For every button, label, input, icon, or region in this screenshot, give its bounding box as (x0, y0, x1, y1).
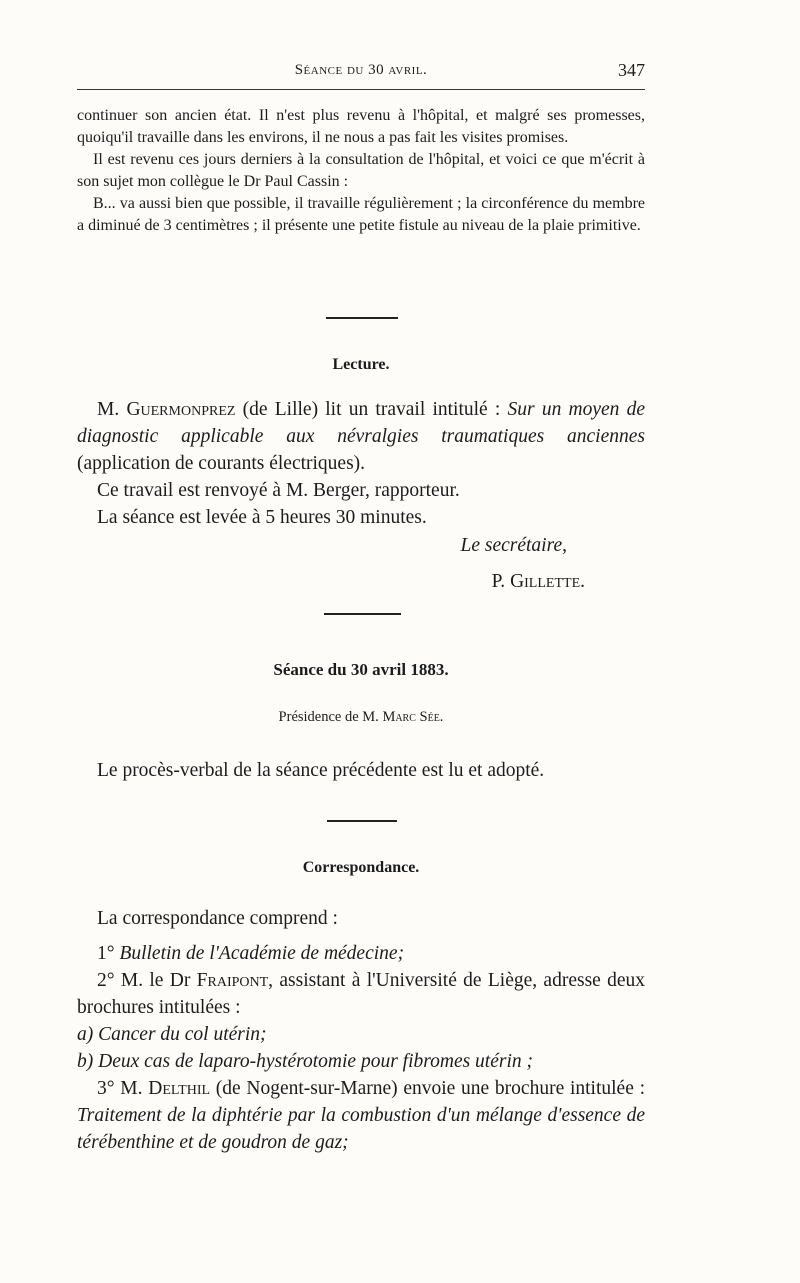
intro-block (77, 105, 645, 237)
lecture-m: M. (97, 399, 120, 420)
item-3-prefix: M. (120, 1078, 143, 1099)
correspondance-intro: La correspondance comprend : (97, 908, 338, 929)
page-number: 347 (618, 60, 645, 80)
correspondance-item-2a (77, 1021, 645, 1048)
item-2a-letter: a) (77, 1024, 94, 1045)
seance-heading: Séance du 30 avril 1883. (273, 660, 449, 679)
item-3-title: Traitement de la diphtérie par la combustion d'un mélange d'essence de térébenthine et de goudron de gaz; (77, 1105, 645, 1153)
lecture-paragraph-2: Ce travail est renvoyé à M. Berger, rapporteur. (97, 480, 460, 501)
item-1-number: 1° (97, 943, 115, 964)
correspondance-item-2b (77, 1048, 645, 1075)
item-2b-title: Deux cas de laparo-hystérotomie pour fibromes utérin ; (98, 1051, 534, 1072)
item-3-rest: (de Nogent-sur-Marne) envoie une brochure intitulée : (215, 1078, 646, 1099)
item-1-title: Bulletin de l'Académie de médecine; (119, 943, 405, 964)
lecture-author-location: (de Lille) lit un travail intitulé : (242, 399, 501, 420)
correspondance-heading: Correspondance. (302, 859, 420, 876)
item-2-name: Fraipont, (196, 970, 274, 991)
lecture-paragraph-1 (77, 396, 645, 477)
signature (77, 568, 585, 595)
presidence-name: Marc Sée. (382, 709, 444, 725)
item-2-rest: assistant à l'Université de Liège, adresse deux brochures intitulées : (77, 970, 646, 1018)
proces-verbal: Le procès-verbal de la séance précédente est lu et adopté. (97, 760, 545, 781)
section-divider (326, 317, 398, 319)
lecture-heading: Lecture. (332, 356, 390, 373)
item-2-prefix: M. le Dr (120, 970, 191, 991)
signature-role: Le secrétaire, (460, 535, 567, 556)
correspondance-item-2 (77, 967, 645, 1021)
section-divider (327, 820, 397, 822)
lecture-author: Guermonprez (126, 399, 236, 420)
correspondance-item-1 (77, 940, 645, 967)
proces-verbal-block (77, 757, 645, 784)
item-3-number: 3° (97, 1078, 115, 1099)
presidence-prefix: Présidence de M. (278, 709, 379, 725)
item-3-name: Delthil (148, 1078, 211, 1099)
lecture-block (77, 396, 645, 531)
presidence-line (77, 706, 645, 728)
running-title: Séance du 30 avril. (294, 62, 428, 78)
intro-paragraph-2: Il est revenu ces jours derniers à la consultation de l'hôpital, et voici ce que m'écrit à son sujet mon collègue le Dr Paul Cassin : (77, 151, 645, 190)
lecture-paragraph-3: La séance est levée à 5 heures 30 minutes. (97, 507, 427, 528)
item-2a-title: Cancer du col utérin; (98, 1024, 267, 1045)
signature-initial: P. (491, 571, 506, 592)
intro-paragraph-3: B... va aussi bien que possible, il travaille régulièrement ; la circonférence du membre a diminué de 3 centimètres ; il présente une petite fistule au niveau de la plaie primitive. (77, 195, 645, 234)
correspondance-block (77, 905, 645, 1156)
lecture-title-tail: (application de courants électriques). (77, 453, 366, 474)
intro-paragraph-1: continuer son ancien état. Il n'est plus revenu à l'hôpital, et malgré ses promesses, quoiqu'il travaille dans les environs, il ne nous a pas fait les visites promises. (77, 107, 645, 146)
page-header (77, 60, 645, 84)
signature-name: Gillette. (510, 571, 585, 592)
item-2-number: 2° (97, 970, 115, 991)
section-divider (324, 613, 401, 615)
correspondance-item-3 (77, 1075, 645, 1156)
lecture-title: Sur un moyen de diagnostic applicable aux névralgies traumatiques anciennes (77, 399, 646, 447)
item-2b-letter: b) (77, 1051, 94, 1072)
header-rule (77, 89, 645, 90)
